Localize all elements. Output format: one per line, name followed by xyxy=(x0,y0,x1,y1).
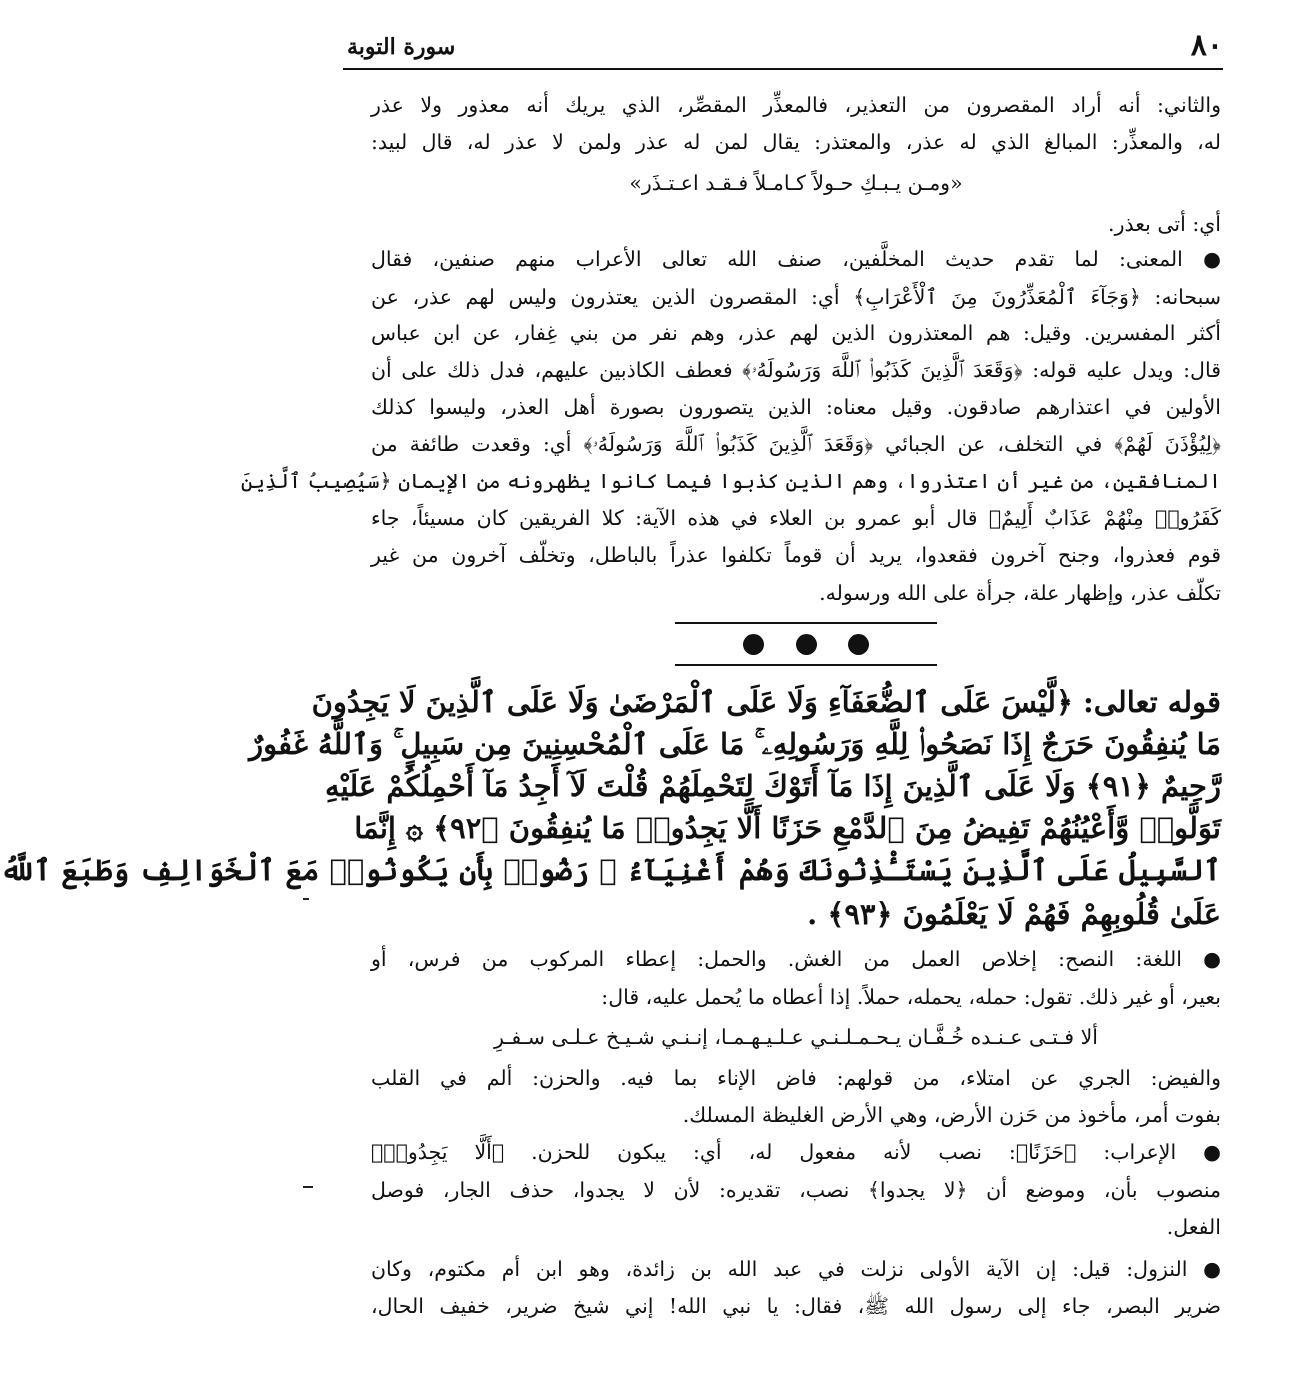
running-title: سورة التوبة xyxy=(347,34,456,60)
verse-line: مَا يُنفِقُونَ حَرَجٌ إِذَا نَصَحُوا۟ لِلَّهِ وَرَسُولِهِۦ ۚ مَا عَلَى ٱلْمُحْسِنِينَ مِن سَبِيلٍ ۚ وَٱللَّهُ غَفُورٌ xyxy=(249,727,1221,761)
page-header xyxy=(343,24,1223,70)
text-line: له، والمعذِّر: المبالغ الذي له عذر، والمعتذر: يقال لمن له عذر ولمن لا عذر له، قال لبيد: xyxy=(371,130,1221,154)
poetry-line: ألا فـتـى عـنـده خُـفَّـان يـحـمـلـنـي عـلـيـهـمـا، إنـنـي شـيـخ عـلـى سـفـرِ xyxy=(494,1025,1098,1049)
separator-line-bottom xyxy=(675,664,937,666)
separator-dot xyxy=(848,634,869,655)
text-line: الفعل. xyxy=(1166,1215,1221,1239)
page-number: ٨٠ xyxy=(1190,28,1223,63)
text-line: قال: ويدل عليه قوله: ﴿وَقَعَدَ ٱلَّذِينَ كَذَبُوا۟ ٱللَّهَ وَرَسُولَهُۥ﴾ فعطف الكاذبين عليهم، فدل ذلك على أن xyxy=(371,358,1221,382)
text-line: المنافقين، من غير أن اعتذروا، وهم الذين كذبوا فيما كانوا يظهرونه من الإيمان ﴿سَيُصِيبُ ٱلَّذِينَ xyxy=(240,469,1221,493)
text-line: أكثر المفسرين. وقيل: هم المعتذرون الذين لهم عذر، وهم نفر من بني غِفار، عن ابن عباس xyxy=(371,321,1221,345)
verse-line: قوله تعالى: ﴿لَّيْسَ عَلَى ٱلضُّعَفَآءِ وَلَا عَلَى ٱلْمَرْضَىٰ وَلَا عَلَى ٱلَّذِينَ لَا يَجِدُونَ xyxy=(311,685,1221,719)
verse-line: تَوَلَّوا۟ وَّأَعْيُنُهُمْ تَفِيضُ مِنَ ٱلدَّمْعِ حَزَنًا أَلَّا يَجِدُوا۟ مَا يُنفِقُونَ ﴿٩٢﴾ ۞ إِنَّمَا xyxy=(354,811,1221,845)
separator-line-top xyxy=(675,622,937,624)
text-line: كَفَرُوا۟ مِنْهُمْ عَذَابٌ أَلِيمٌ﴾ قال أبو عمرو بن العلاء في هذه الآية: كلا الفريقين كان مسيئاً، جاء xyxy=(371,506,1221,530)
text-line: ● النزول: قيل: إن الآية الأولى نزلت في عبد الله بن زائدة، وهو ابن أم مكتوم، وكان xyxy=(371,1257,1221,1281)
text-line: بفوت أمر، مأخوذ من حَزن الأرض، وهي الأرض الغليظة المسلك. xyxy=(682,1103,1221,1127)
separator-dots xyxy=(743,632,869,656)
scan-mark xyxy=(303,1186,313,1188)
text-line: منصوب بأن، وموضع أن ﴿لا يجدوا﴾ نصب، تقديره: لأن لا يجدوا، حذف الجار، فوصل xyxy=(371,1178,1221,1202)
scan-mark xyxy=(303,898,309,900)
text-line: ضرير البصر، جاء إلى رسول الله ﷺ، فقال: يا نبي الله! إني شيخ ضرير، خفيف الحال، xyxy=(371,1294,1221,1318)
verse-line: رَّحِيمٌ ﴿٩١﴾ وَلَا عَلَى ٱلَّذِينَ إِذَا مَآ أَتَوْكَ لِتَحْمِلَهُمْ قُلْتَ لَآ أَجِدُ مَآ أَحْمِلُكُمْ عَلَيْهِ xyxy=(325,769,1221,803)
text-line: سبحانه: ﴿وَجَآءَ ٱلْمُعَذِّرُونَ مِنَ ٱلْأَعْرَابِ﴾ أي: المقصرون الذين يعتذرون وليس لهم عذر، عن xyxy=(371,285,1221,309)
text-line: ● اللغة: النصح: إخلاص العمل من الغش. والحمل: إعطاء المركوب من فرس، أو xyxy=(371,947,1221,971)
text-line: قوم فعذروا، وجنح آخرون فقعدوا، يريد أن قوماً تكلفوا عذراً بالباطل، وتخلّف آخرون من غير xyxy=(371,543,1221,567)
text-line: ● الإعراب: ﴿حَزَنًا﴾: نصب لأنه مفعول له، أي: يبكون للحزن. ﴿أَلَّا يَجِدُوا۟﴾ xyxy=(371,1140,1221,1164)
text-line: ● المعنى: لما تقدم حديث المخلَّفين، صنف الله تعالى الأعراب منهم صنفين، فقال xyxy=(371,247,1221,271)
text-line: ﴿لِيُؤْذَنَ لَهُمْ﴾ في التخلف، عن الجبائي ﴿وَقَعَدَ ٱلَّذِينَ كَذَبُوا۟ ٱللَّهَ وَرَسُولَهُۥ﴾ أي: وقعدت طائفة من xyxy=(371,432,1221,456)
text-line: الأولين في اعتذارهم صادقون. وقيل معناه: الذين يتصورون بصورة أهل العذر، وليسوا كذلك xyxy=(371,395,1221,419)
verse-line: ٱلسَّبِيلُ عَلَى ٱلَّذِينَ يَسْتَـْٔذِنُونَكَ وَهُمْ أَغْنِيَآءُ ۚ رَضُوا۟ بِأَن يَكُونُوا۟ مَعَ ٱلْخَوَالِفِ وَطَبَعَ ٱللَّهُ xyxy=(0,853,1221,887)
text-line: والثاني: أنه أراد المقصرون من التعذير، فالمعذِّر المقصِّر، الذي يريك أنه معذور ولا عذر xyxy=(371,93,1221,117)
text-line: تكلّف عذر، وإظهار علة، جرأة على الله ورسوله. xyxy=(819,581,1221,605)
poetry-line: «ومـن يـبـكِ حـولاً كـامـلاً فـقـد اعـتـذَر» xyxy=(629,171,963,195)
text-line: والفيض: الجري عن امتلاء، من قولهم: فاض الإناء بما فيه. والحزن: ألم في القلب xyxy=(371,1066,1221,1090)
text-line: أي: أتى بعذر. xyxy=(1108,212,1221,236)
verse-line: عَلَىٰ قُلُوبِهِمْ فَهُمْ لَا يَعْلَمُونَ ﴿٩٣﴾ . xyxy=(807,897,1221,931)
separator-dot xyxy=(743,634,764,655)
text-line: بعير، أو غير ذلك. تقول: حمله، يحمله، حملاً. إذا أعطاه ما يُحمل عليه، قال: xyxy=(601,985,1221,1009)
separator-dot xyxy=(796,634,817,655)
